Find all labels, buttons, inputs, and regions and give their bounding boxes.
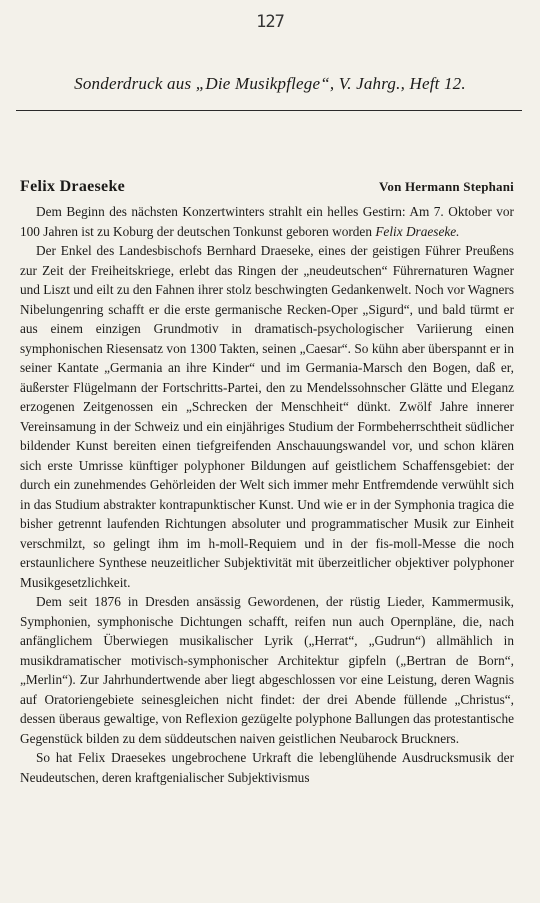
paragraph-2: Der Enkel des Landesbischofs Bernhard Draeseke, eines der geistigen Führer Preußens zur Zeit der Freiheitskriege, erlebt das Ringen der „neudeutschen“ Führernaturen Wagner und Liszt und eilt zu den Fahnen ihrer stolz beschwingten Gedankenwelt. Noch vor Wagners Nibelungenring schafft er die erste germanische Recken-Oper „Sigurd“, und bald türmt er aus einem einzigen Grundmotiv in dramatisch-psychologischer Variierung einen symphonischen Riesensatz von 1300 Takten, seinen „Caesar“. So kühn aber überspannt er in seiner Kantate „Germania an ihre Kinder“ und im Germania-Marsch den Bogen, daß er, äußerster Flügelmann der Fortschritts-Partei, den zu Mendelssohnscher Glätte und Eleganz erzogenen Zeitgenossen ein „Schrecken der Menschheit“ dünkt. Zwölf Jahre innerer Vereinsamung in der Schweiz und ein einjähriges Studium der Formbeherrschtheit südlicher bildender Kunst bereiten einen tiefgreifenden Anschauungswandel vor, und schon klären sich erste Umrisse künftiger polyphoner Bildungen auf geistlichem Schaffensgebiet: der durch ein zunehmendes Gehörleiden der Welt sich immer mehr Entfremdende verwühlt sich in das Studium abstrakter kontrapunktischer Kunst. Und wie er in der Symphonia tragica die bisher getrennt laufenden Richtungen absoluter und programmatischer Musik zur Einheit verschmilzt, so gelingt ihm im h-moll-Requiem und in der fis-moll-Messe die noch erstaunlichere Synthese neuzeitlicher Subjektivität mit überzeitlicher objektiver polyphoner Musikgesetzlichkeit. — [20, 243, 514, 590]
page-number: 127 — [256, 12, 284, 32]
composer-name: Felix Draeseke. — [375, 223, 460, 239]
header-rule — [16, 110, 522, 111]
article-byline: Von Hermann Stephani — [379, 179, 514, 194]
paragraph-4: So hat Felix Draesekes ungebrochene Urkraft die lebenglühende Ausdrucksmusik der Neudeutschen, deren kraftgenialischer Subjektivismus — [20, 750, 514, 785]
paragraph-1-text: Dem Beginn des nächsten Konzertwinters strahlt ein helles Gestirn: Am 7. Oktober vor 100 Jahren ist zu Koburg der deutschen Tonkunst geboren worden — [20, 204, 514, 239]
article-heading — [20, 178, 514, 196]
offprint-header: Sonderdruck aus „Die Musikpflege“, V. Jahrg., Heft 12. — [74, 74, 466, 93]
article-title: Felix Draeseke — [20, 178, 126, 195]
paragraph-3: Dem seit 1876 in Dresden ansässig Gewordenen, der rüstig Lieder, Kammermusik, Symphonien, symphonische Dichtungen schafft, reifen nun auch Opernpläne, die, nach anfänglichem Überwiegen musikalischer Lyrik („Herrat“, „Gudrun“) allmählich in musikdramatischer motivisch-symphonischer Architektur gipfeln („Bertran de Born“, „Merlin“). Zur Jahrhundertwende aber liegt abgeschlossen vor eine Leistung, deren Wagnis auf Oratoriengebiete seinesgleichen nicht findet: der drei Abende füllende „Christus“, dessen überaus gewaltige, von Reflexion gezügelte polyphone Ballungen das protestantische Gegenstück bilden zu dem süddeutschen naiven geistlichen Neubarock Bruckners. — [20, 594, 514, 746]
article-body — [20, 202, 514, 787]
paragraph-1 — [20, 202, 514, 241]
